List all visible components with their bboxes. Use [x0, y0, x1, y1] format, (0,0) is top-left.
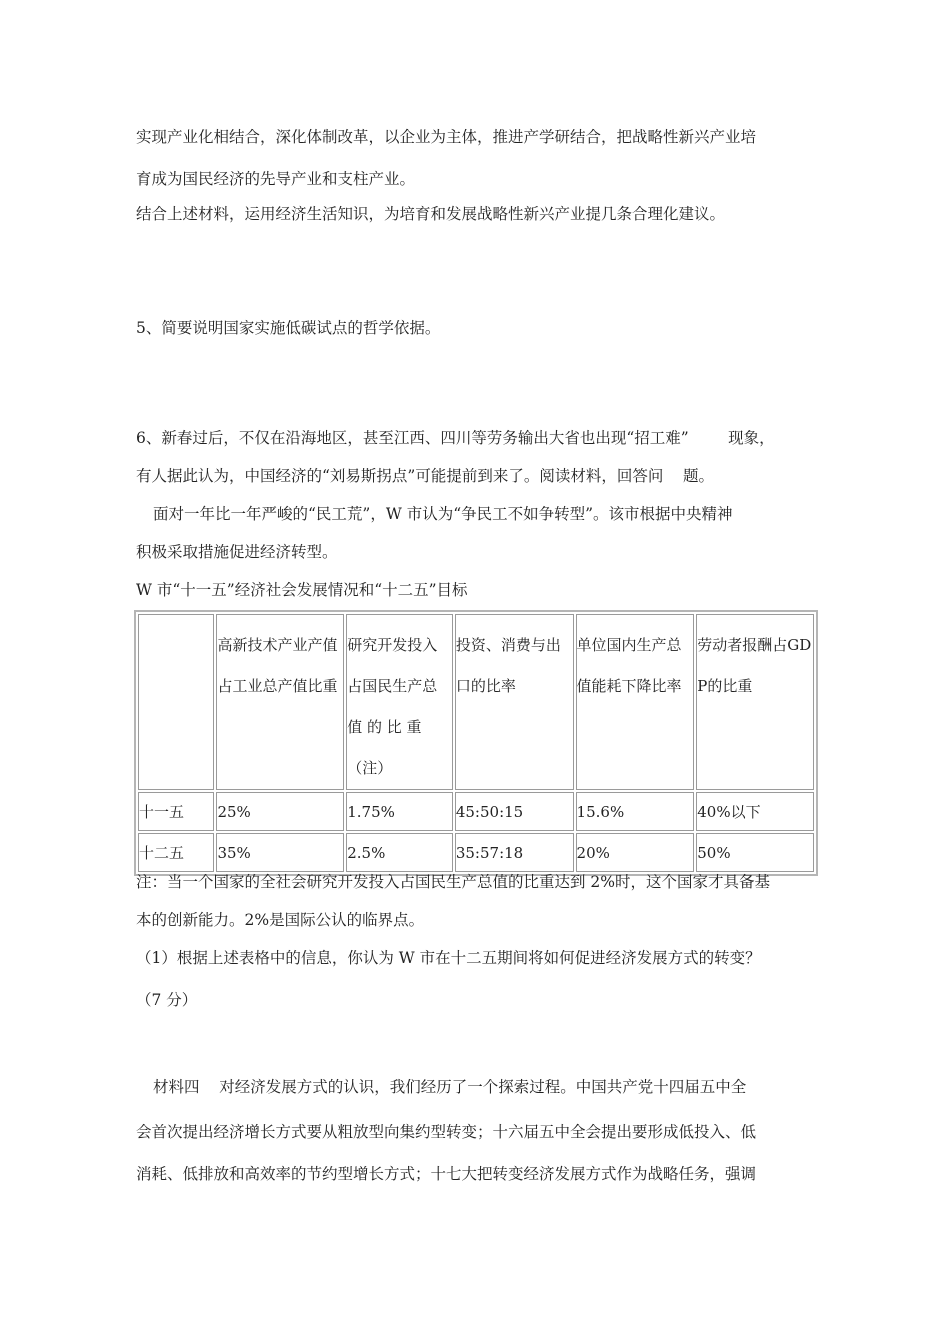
- question-6-line: 6、新春过后，不仅在沿海地区，甚至江西、四川等劳务输出大省也出现“招工难” 现象，: [136, 429, 775, 447]
- table-caption: W 市“十一五”经济社会发展情况和“十二五”目标: [136, 581, 468, 599]
- data-table: [134, 610, 818, 876]
- table-header-cell: [138, 614, 214, 790]
- table-header-cell: [455, 614, 574, 790]
- note-line: 注：当一个国家的全社会研究开发投入占国民生产总值的比重达到 2%时，这个国家才具备基: [136, 873, 771, 891]
- table-cell: 35:57:18: [455, 833, 574, 872]
- material-line: 积极采取措施促进经济转型。: [136, 543, 338, 561]
- table-cell: 15.6%: [576, 792, 695, 831]
- material-4-line: 会首次提出经济增长方式要从粗放型向集约型转变；十六届五中全会提出要形成低投入、低: [136, 1123, 757, 1141]
- question-1-score: （7 分）: [136, 991, 198, 1009]
- table-header-cell: [216, 614, 344, 790]
- table-cell: 25%: [216, 792, 344, 831]
- question-1: （1）根据上述表格中的信息，你认为 W 市在十二五期间将如何促进经济发展方式的转变？: [136, 949, 761, 967]
- table-header-cell: [696, 614, 814, 790]
- question-6-line: 有人据此认为，中国经济的“刘易斯拐点”可能提前到来了。阅读材料，回答问 题。: [136, 467, 715, 485]
- question-5: 5、简要说明国家实施低碳试点的哲学依据。: [136, 319, 441, 337]
- table-cell: 40%以下: [696, 792, 814, 831]
- table-cell: 十二五: [138, 833, 214, 872]
- material-4-line: 消耗、低排放和高效率的节约型增长方式；十七大把转变经济发展方式作为战略任务，强调: [136, 1165, 757, 1183]
- table-header-row: [138, 614, 814, 790]
- header-text: 单位国内生产总值能耗下降比率: [576, 636, 682, 695]
- header-text: 高新技术产业产值占工业总产值比重: [217, 636, 338, 695]
- table-row: [138, 792, 814, 831]
- table-header-cell: [346, 614, 453, 790]
- material-line: 面对一年比一年严峻的“民工荒”，W 市认为“争民工不如争转型”。该市根据中央精神: [153, 505, 733, 523]
- header-text: 研究开发投入占国民生产总值 的 比 重（注）: [347, 636, 438, 777]
- header-text: 投资、消费与出口的比率: [455, 636, 561, 695]
- table-cell: 20%: [576, 833, 695, 872]
- table-cell: 1.75%: [346, 792, 453, 831]
- material-4-line: 材料四 对经济发展方式的认识，我们经历了一个探索过程。中国共产党十四届五中全: [153, 1078, 747, 1096]
- table-cell: 50%: [696, 833, 814, 872]
- table-cell: 35%: [216, 833, 344, 872]
- table-header-cell: [576, 614, 695, 790]
- table-cell: 45:50:15: [455, 792, 574, 831]
- paragraph-line: 育成为国民经济的先导产业和支柱产业。: [136, 170, 416, 188]
- paragraph-line: 实现产业化相结合，深化体制改革，以企业为主体，推进产学研结合，把战略性新兴产业培: [136, 128, 757, 146]
- paragraph-line: 结合上述材料，运用经济生活知识，为培育和发展战略性新兴产业提几条合理化建议。: [136, 205, 726, 223]
- table-row: [138, 833, 814, 872]
- header-text: 劳动者报酬占GDP的比重: [697, 636, 812, 695]
- table-cell: 十一五: [138, 792, 214, 831]
- table-cell: 2.5%: [346, 833, 453, 872]
- note-line: 本的创新能力。2%是国际公认的临界点。: [136, 911, 425, 929]
